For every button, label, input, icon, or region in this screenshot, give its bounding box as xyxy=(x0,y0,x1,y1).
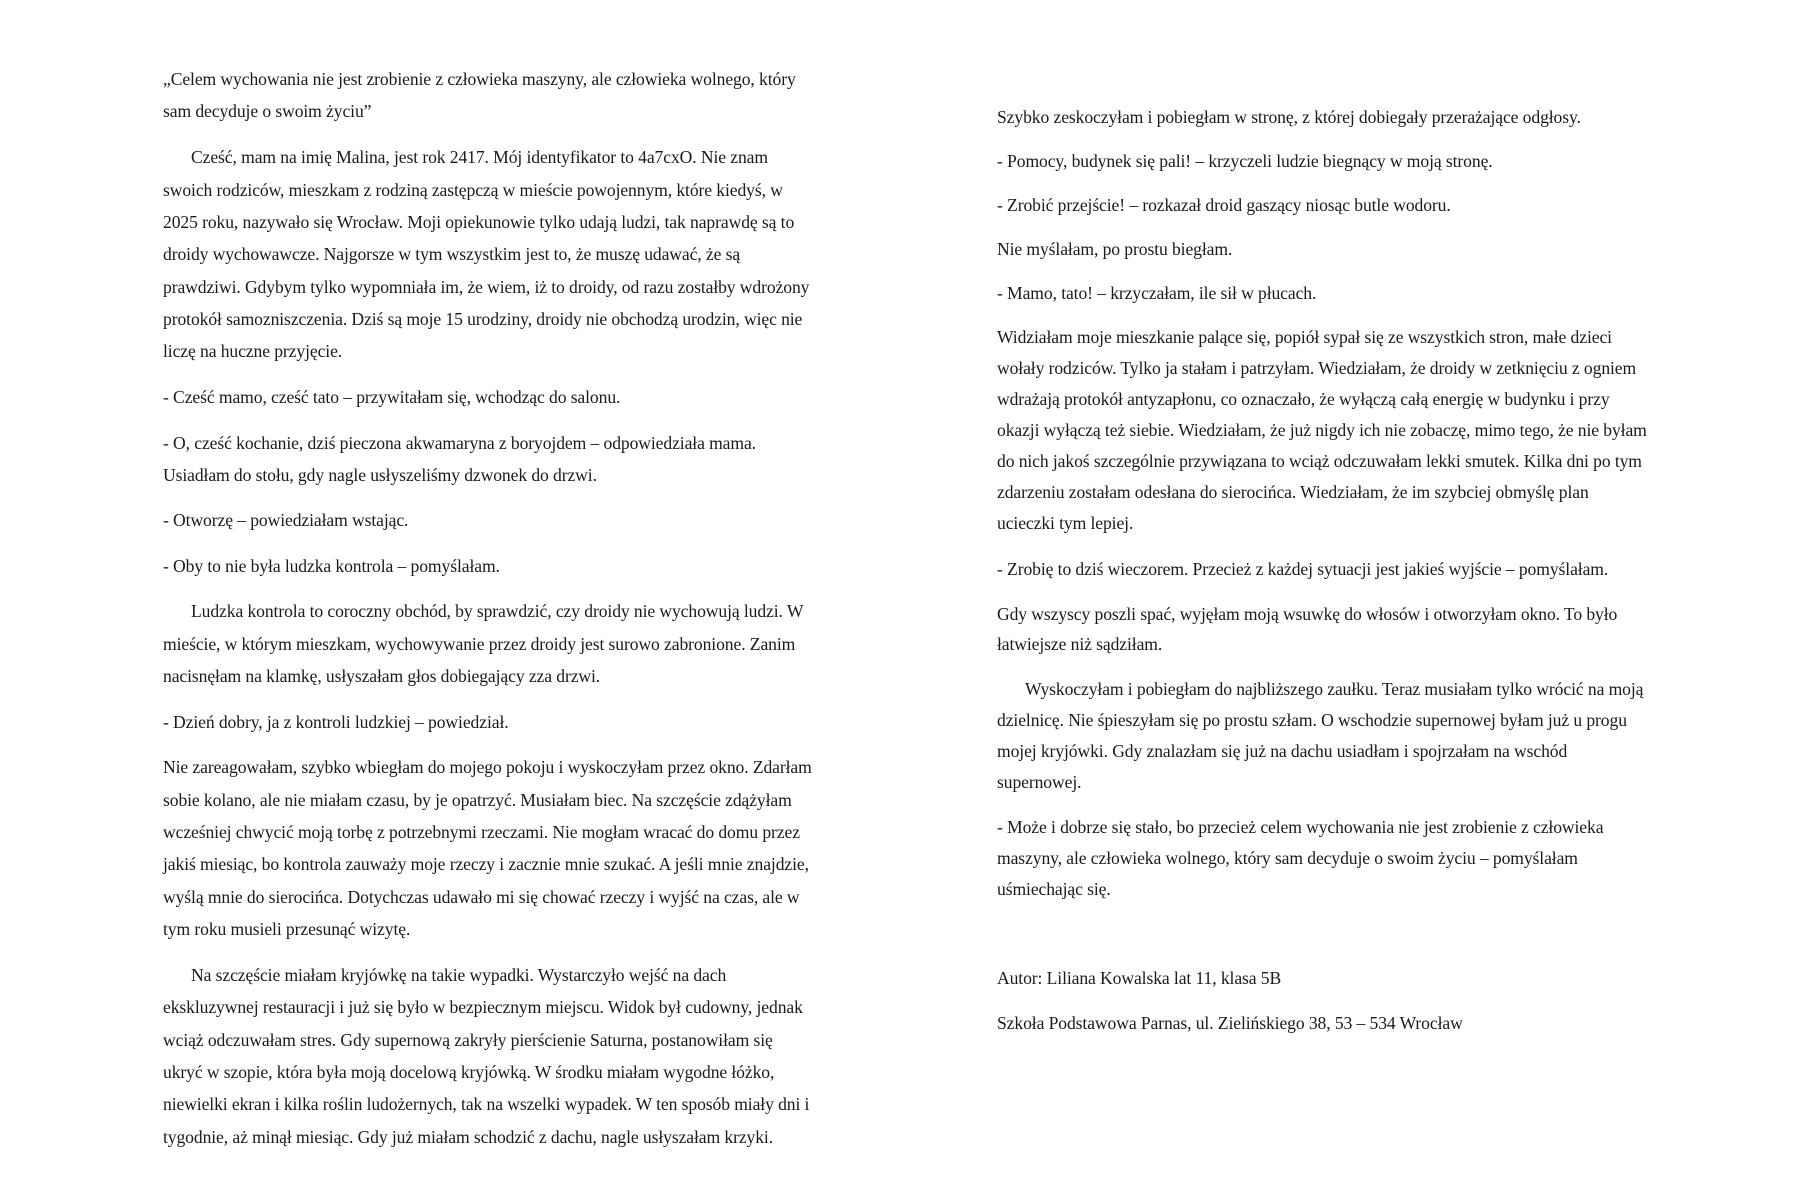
text-line: droidy wychowawcze. Najgorsze w tym wszystkim jest to, że muszę udawać, że są xyxy=(163,244,741,264)
text-line: - Pomocy, budynek się pali! – krzyczeli ludzie biegnący w moją stronę. xyxy=(997,151,1493,171)
text-line: ukryć w szopie, która była moją docelową kryjówką. W środku miałam wygodne łóżko, xyxy=(163,1062,775,1082)
author-line: Autor: Liliana Kowalska lat 11, klasa 5B xyxy=(997,968,1282,988)
text-line: „Celem wychowania nie jest zrobienie z człowieka maszyny, ale człowieka wolnego, który xyxy=(163,69,796,89)
text-line: ucieczki tym lepiej. xyxy=(997,513,1134,533)
text-line: Cześć, mam na imię Malina, jest rok 2417. Mój identyfikator to 4a7cxO. Nie znam xyxy=(191,147,768,167)
text-line: - Otworzę – powiedziałam wstając. xyxy=(163,510,409,530)
text-line: prawdziwi. Gdybym tylko wypomniała im, że wiem, iż to droidy, od razu zostałby wdrożony xyxy=(163,277,810,297)
text-line: liczę na huczne przyjęcie. xyxy=(163,341,343,361)
text-line: tym roku musieli przesunąć wizytę. xyxy=(163,919,411,939)
text-line: sam decyduje o swoim życiu” xyxy=(163,101,372,121)
text-line: mieście, w którym mieszkam, wychowywanie przez droidy jest surowo zabronione. Zanim xyxy=(163,634,796,654)
text-line: Widziałam moje mieszkanie palące się, popiół sypał się ze wszystkich stron, małe dzieci xyxy=(997,327,1612,347)
text-line: tygodnie, aż minął miesiąc. Gdy już miałam schodzić z dachu, nagle usłyszałam krzyki. xyxy=(163,1127,774,1147)
text-line: - O, cześć kochanie, dziś pieczona akwamaryna z boryojdem – odpowiedziała mama. xyxy=(163,433,756,453)
text-line: Wyskoczyłam i pobiegłam do najbliższego zaułku. Teraz musiałam tylko wrócić na moją xyxy=(1025,679,1644,699)
text-line: swoich rodziców, mieszkam z rodziną zastępczą w mieście powojennym, które kiedyś, w xyxy=(163,180,783,200)
text-line: Gdy wszyscy poszli spać, wyjęłam moją wsuwkę do włosów i otworzyłam okno. To było xyxy=(997,604,1618,624)
text-line: niewielki ekran i kilka roślin ludożernych, tak na wszelki wypadek. W ten sposób miały dni i xyxy=(163,1094,810,1114)
text-line: Na szczęście miałam kryjówkę na takie wypadki. Wystarczyło wejść na dach xyxy=(191,965,727,985)
text-line: - Oby to nie była ludzka kontrola – pomyślałam. xyxy=(163,556,500,576)
text-line: zdarzeniu zostałam odesłana do sierocińca. Wiedziałam, że im szybciej obmyślę plan xyxy=(997,482,1589,502)
text-line: łatwiejsze niż sądziłam. xyxy=(997,634,1163,654)
text-line: protokół samozniszczenia. Dziś są moje 15 urodziny, droidy nie obchodzą urodzin, więc nie xyxy=(163,309,803,329)
text-line: mojej kryjówki. Gdy znalazłam się już na dachu usiadłam i spojrzałam na wschód xyxy=(997,741,1568,761)
text-line: okazji wyłączą też siebie. Wiedziałam, że już nigdy ich nie zobaczę, mimo tego, że nie byłam xyxy=(997,420,1647,440)
text-line: - Mamo, tato! – krzyczałam, ile sił w płucach. xyxy=(997,283,1317,303)
text-line: Nie myślałam, po prostu biegłam. xyxy=(997,239,1233,259)
text-line: wołały rodziców. Tylko ja stałam i patrzyłam. Wiedziałam, że droidy w zetknięciu z ogniem xyxy=(997,358,1637,378)
text-line: ekskluzywnej restauracji i już się było w bezpiecznym miejscu. Widok był cudowny, jednak xyxy=(163,997,803,1017)
text-line: Szybko zeskoczyłam i pobiegłam w stronę, z której dobiegały przerażające odgłosy. xyxy=(997,107,1581,127)
text-line: wciąż odczuwałam stres. Gdy supernową zakryły pierścienie Saturna, postanowiłam się xyxy=(163,1030,773,1050)
text-line: dzielnicę. Nie śpieszyłam się po prostu szłam. O wschodzie supernowej byłam już u progu xyxy=(997,710,1627,730)
text-line: Usiadłam do stołu, gdy nagle usłyszeliśmy dzwonek do drzwi. xyxy=(163,465,597,485)
school-line: Szkoła Podstawowa Parnas, ul. Zielińskiego 38, 53 – 534 Wrocław xyxy=(997,1013,1463,1033)
text-line: - Cześć mamo, cześć tato – przywitałam się, wchodząc do salonu. xyxy=(163,387,621,407)
text-line: - Zrobię to dziś wieczorem. Przecież z każdej sytuacji jest jakieś wyjście – pomyślałam. xyxy=(997,559,1609,579)
text-line: uśmiechając się. xyxy=(997,879,1111,899)
text-line: Nie zareagowałam, szybko wbiegłam do mojego pokoju i wyskoczyłam przez okno. Zdarłam xyxy=(163,757,812,777)
text-line: wdrażają protokół antyzapłonu, co oznaczało, że wyłączą całą energię w budynku i przy xyxy=(997,389,1610,409)
text-line: do nich jakoś szczególnie przywiązana to wciąż odczuwałam lekki smutek. Kilka dni po tym xyxy=(997,451,1642,471)
text-line: - Może i dobrze się stało, bo przecież celem wychowania nie jest zrobienie z człowieka xyxy=(997,817,1604,837)
text-line: supernowej. xyxy=(997,772,1082,792)
text-line: wyślą mnie do sierocińca. Dotychczas udawało mi się chować rzeczy i wyjść na czas, ale w xyxy=(163,887,800,907)
text-line: sobie kolano, ale nie miałam czasu, by je opatrzyć. Musiałam biec. Na szczęście zdążyłam xyxy=(163,790,792,810)
text-line: nacisnęłam na klamkę, usłyszałam głos dobiegający zza drzwi. xyxy=(163,666,601,686)
text-line: maszyny, ale człowieka wolnego, który sam decyduje o swoim życiu – pomyślałam xyxy=(997,848,1578,868)
text-line: jakiś miesiąc, bo kontrola zauważy moje rzeczy i zacznie mnie szukać. A jeśli mnie znajdzie, xyxy=(163,854,809,874)
text-line: wcześniej chwycić moją torbę z potrzebnymi rzeczami. Nie mogłam wracać do domu przez xyxy=(163,822,800,842)
text-line: - Zrobić przejście! – rozkazał droid gaszący niosąc butle wodoru. xyxy=(997,195,1451,215)
text-line: 2025 roku, nazywało się Wrocław. Moji opiekunowie tylko udają ludzi, tak naprawdę są to xyxy=(163,212,795,232)
text-line: - Dzień dobry, ja z kontroli ludzkiej – powiedział. xyxy=(163,712,509,732)
text-line: Ludzka kontrola to coroczny obchód, by sprawdzić, czy droidy nie wychowują ludzi. W xyxy=(191,601,804,621)
